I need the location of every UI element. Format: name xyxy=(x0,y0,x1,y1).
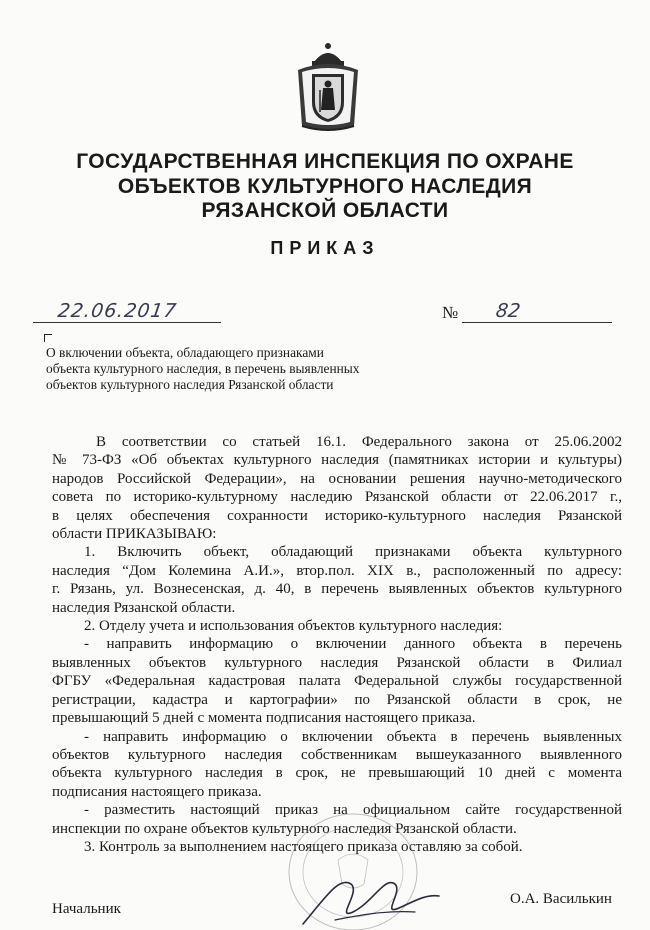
body-line: наследия Рязанской области. xyxy=(52,599,236,616)
body-line: выявленных объектов культурного наследия Рязанской области в Филиал xyxy=(52,654,622,671)
order-date: 22.06.2017 xyxy=(56,300,179,322)
body-line: - направить информацию о включении данного объекта в перечень xyxy=(84,636,622,653)
order-body xyxy=(52,433,622,856)
body-line: г. Рязань, ул. Вознесенская, д. 40, в перечень выявленных объектов культурного xyxy=(52,581,622,598)
body-line: - направить информацию о включении объекта в перечень выявленных xyxy=(84,728,622,745)
number-underline xyxy=(462,322,612,323)
document-type: ПРИКАЗ xyxy=(270,238,380,258)
body-line: - разместить настоящий приказ на официальном сайте государственной xyxy=(84,802,622,819)
body-line: совета по историко-культурному наследию Рязанской области от 22.06.2017 г., xyxy=(52,489,622,506)
body-line: области ПРИКАЗЫВАЮ: xyxy=(52,526,217,543)
date-underline xyxy=(33,322,221,323)
organization-name-line-3: РЯЗАНСКОЙ ОБЛАСТИ xyxy=(201,199,449,222)
body-line: В соответствии со статьей 16.1. Федерального закона от 25.06.2002 xyxy=(96,434,622,450)
organization-name-line-2: ОБЪЕКТОВ КУЛЬТУРНОГО НАСЛЕДИЯ xyxy=(117,175,533,198)
organization-name-line-1: ГОСУДАРСТВЕННАЯ ИНСПЕКЦИЯ ПО ОХРАНЕ xyxy=(76,150,574,173)
body-line: 2. Отделу учета и использования объектов культурного наследия: xyxy=(84,618,503,635)
body-line: ФГБУ «Федеральная кадастровая палата Федеральной службы государственной xyxy=(52,673,622,690)
subject-corner-mark xyxy=(44,334,52,342)
body-line: подписания настоящего приказа. xyxy=(52,783,262,800)
order-subject xyxy=(46,345,386,393)
body-line: 3. Контроль за выполнением настоящего приказа оставляю за собой. xyxy=(84,838,523,855)
body-line: № 73-ФЗ «Об объектах культурного наследия (памятниках истории и культуры) xyxy=(52,452,622,469)
signature-icon xyxy=(295,858,445,930)
signatory-title: Начальник xyxy=(52,901,121,917)
body-line: 1. Включить объект, обладающий признаками объекта культурного xyxy=(84,544,622,561)
body-line: инспекции по охране объектов культурного наследия Рязанской области. xyxy=(52,820,517,837)
body-line: наследия “Дом Колемина А.И.», втор.пол. XIX в., расположенный по адресу: xyxy=(52,562,622,579)
coat-of-arms-icon xyxy=(292,40,364,134)
subject-line: О включении объекта, обладающего признаками xyxy=(46,345,324,360)
signatory-name: О.А. Василькин xyxy=(510,891,612,907)
body-line: регистрации, кадастра и картографии» по Рязанской области в срок, не xyxy=(52,691,622,708)
body-line: превышающий 5 дней с момента подписания настоящего приказа. xyxy=(52,710,476,727)
body-line: народов Российской Федерации», на основании решения научно-методического xyxy=(52,470,622,487)
order-number: 82 xyxy=(494,300,522,322)
number-sign: № xyxy=(442,303,459,322)
body-line: объектов культурного наследия собственникам вышеуказанного выявленного xyxy=(52,746,622,763)
body-line: объекта культурного наследия в срок, не превышающий 10 дней с момента xyxy=(52,765,622,782)
subject-line: объекта культурного наследия, в перечень выявленных xyxy=(46,361,360,376)
body-line: в целях обеспечения сохранности историко-культурного наследия Рязанской xyxy=(52,507,622,524)
subject-line: объектов культурного наследия Рязанской области xyxy=(46,377,334,392)
